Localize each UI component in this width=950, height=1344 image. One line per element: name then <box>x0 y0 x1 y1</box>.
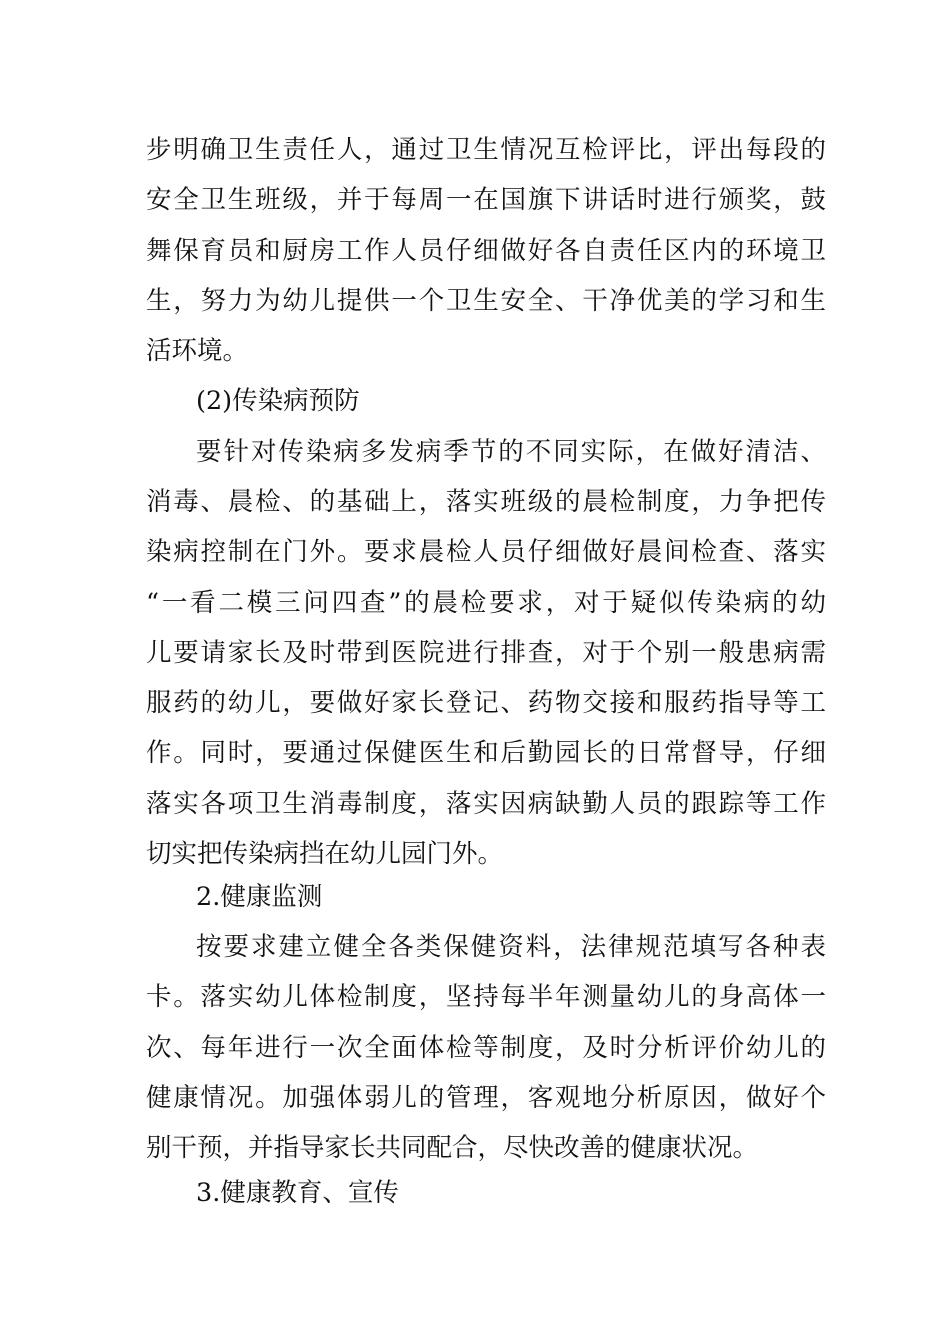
text-line: 别干预，并指导家长共同配合，尽快改善的健康状况。 <box>146 1133 759 1163</box>
text-line: 消毒、晨检、的基础上，落实班级的晨检制度，力争把传 <box>146 487 826 517</box>
text-line: 服药的幼儿，要做好家长登记、药物交接和服药指导等工 <box>146 688 826 718</box>
section-heading: (2)传染病预防 <box>196 386 360 416</box>
text-line: 次、每年进行一次全面体检等制度，及时分析评价幼儿的 <box>146 1033 826 1063</box>
text-line: 作。同时，要通过保健医生和后勤园长的日常督导，仔细 <box>146 738 826 768</box>
text-line: 儿要请家长及时带到医院进行排查，对于个别一般患病需 <box>146 638 826 668</box>
text-line: 步明确卫生责任人，通过卫生情况互检评比，评出每段的 <box>146 135 826 165</box>
text-line: 舞保育员和厨房工作人员仔细做好各自责任区内的环境卫 <box>146 236 826 266</box>
section-heading: 3.健康教育、宣传 <box>196 1178 399 1208</box>
text-line: 安全卫生班级，并于每周一在国旗下讲话时进行颁奖，鼓 <box>146 185 826 215</box>
section-heading: 2.健康监测 <box>196 882 323 912</box>
text-line: 要针对传染病多发病季节的不同实际，在做好清洁、 <box>196 437 826 467</box>
text-line: 染病控制在门外。要求晨检人员仔细做好晨间检查、落实 <box>146 537 826 567</box>
text-line: 健康情况。加强体弱儿的管理，客观地分析原因，做好个 <box>146 1083 826 1113</box>
text-line: 活环境。 <box>146 336 249 366</box>
text-line: 切实把传染病挡在幼儿园门外。 <box>146 839 504 869</box>
text-line: “一看二模三问四查”的晨检要求，对于疑似传染病的幼 <box>146 588 826 618</box>
text-line: 卡。落实幼儿体检制度，坚持每半年测量幼儿的身高体一 <box>146 982 826 1012</box>
text-line: 生，努力为幼儿提供一个卫生安全、干净优美的学习和生 <box>146 286 826 316</box>
text-line: 按要求建立健全各类保健资料，法律规范填写各种表 <box>196 932 826 962</box>
text-line: 落实各项卫生消毒制度，落实因病缺勤人员的跟踪等工作 <box>146 789 826 819</box>
